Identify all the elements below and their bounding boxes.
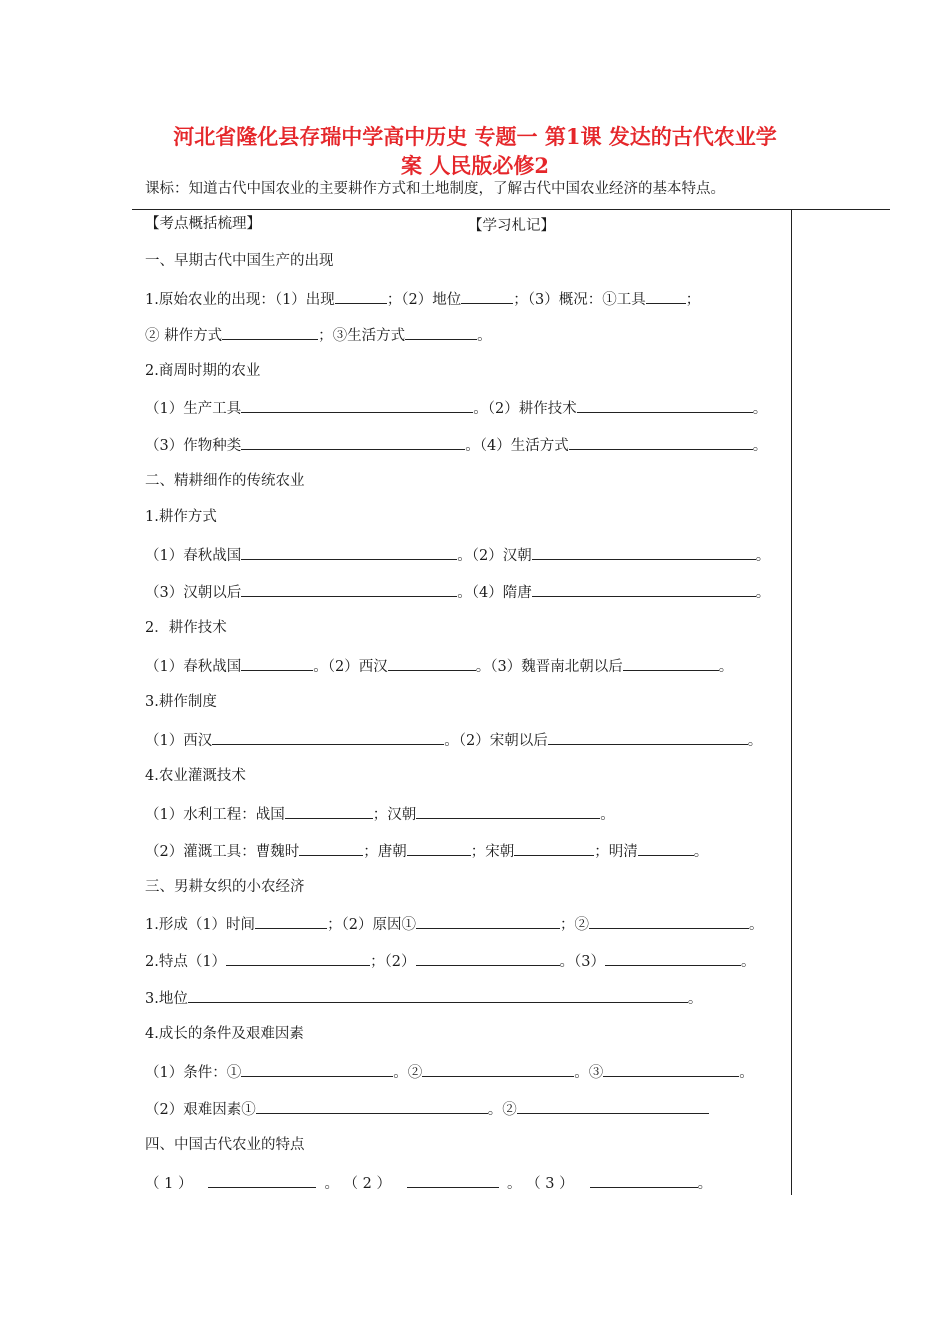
answer-blank[interactable] <box>255 913 327 929</box>
section-heading-4: 四、中国古代农业的特点 <box>145 1137 305 1153</box>
question-text: ；（2）原因① <box>327 917 417 933</box>
answer-blank[interactable] <box>241 397 473 413</box>
subheading: 4.成长的条件及艰难因素 <box>145 1026 304 1042</box>
answer-blank[interactable] <box>422 1061 574 1077</box>
subheading: 3.耕作制度 <box>145 694 217 710</box>
subheading: 1.耕作方式 <box>145 509 217 525</box>
question-line <box>145 840 708 862</box>
question-line <box>145 1061 754 1083</box>
question-text: ；唐朝 <box>363 844 407 860</box>
answer-blank[interactable] <box>241 434 465 450</box>
question-text: ；（3）概况：①工具 <box>513 292 646 308</box>
question-text: 。（4）生活方式 <box>465 438 569 454</box>
question-text: 。② <box>393 1065 423 1081</box>
answer-blank[interactable] <box>548 729 748 745</box>
question-text: 。 <box>747 733 763 749</box>
question-text: （1）条件：① <box>145 1065 242 1081</box>
question-line <box>145 803 615 825</box>
question-text: ；（2）地位 <box>386 292 462 308</box>
question-line <box>145 950 756 972</box>
answer-blank[interactable] <box>646 288 686 304</box>
answer-blank[interactable] <box>416 913 560 929</box>
question-text: ；（2） <box>370 954 416 970</box>
question-text: 。（3）魏晋南北朝以后 <box>475 659 623 675</box>
question-text: 。（2）耕作技术 <box>473 401 577 417</box>
answer-blank[interactable] <box>461 288 513 304</box>
question-text: 。② <box>487 1102 517 1118</box>
subheading: 4.农业灌溉技术 <box>145 768 246 784</box>
answer-blank[interactable] <box>605 950 741 966</box>
question-text: 。 <box>477 328 492 344</box>
question-line <box>145 434 767 456</box>
answer-blank[interactable] <box>407 840 471 856</box>
question-text: 。 （ 2 ） <box>324 1176 392 1192</box>
question-text: （3）作物种类 <box>145 438 242 454</box>
question-text: 。③ <box>574 1065 604 1081</box>
answer-blank[interactable] <box>256 1098 488 1114</box>
question-text: 。 <box>739 1065 754 1081</box>
answer-blank[interactable] <box>514 840 594 856</box>
answer-blank[interactable] <box>335 288 387 304</box>
subheading: 2．耕作技术 <box>145 620 227 636</box>
section-heading-3: 三、男耕女织的小农经济 <box>145 879 305 895</box>
question-line <box>145 581 770 603</box>
answer-blank[interactable] <box>241 1061 393 1077</box>
question-line <box>145 397 767 419</box>
question-text: 。 <box>697 1176 713 1192</box>
question-text: 。 <box>687 991 703 1007</box>
question-line <box>145 987 702 1009</box>
question-text: 。 <box>752 438 768 454</box>
question-text: ；明清 <box>594 844 638 860</box>
question-text: 。 （ 3 ） <box>507 1176 574 1192</box>
answer-blank[interactable] <box>517 1098 709 1114</box>
answer-blank[interactable] <box>241 581 457 597</box>
answer-blank[interactable] <box>208 1172 316 1188</box>
question-text: 。 <box>718 659 734 675</box>
answer-blank[interactable] <box>285 803 373 819</box>
answer-blank[interactable] <box>241 544 457 560</box>
answer-blank[interactable] <box>222 324 318 340</box>
question-text: 。（2）宋朝以后 <box>444 733 548 749</box>
question-text: 2.特点（1） <box>145 954 227 970</box>
answer-blank[interactable] <box>569 434 753 450</box>
question-text: （1）水利工程：战国 <box>145 807 285 823</box>
answer-blank[interactable] <box>532 581 756 597</box>
answer-blank[interactable] <box>590 1172 698 1188</box>
section-heading-2: 二、精耕细作的传统农业 <box>145 473 305 489</box>
question-text: （2）艰难因素① <box>145 1102 256 1118</box>
question-text: 。 <box>741 954 756 970</box>
title-line-1: 河北省隆化县存瑞中学高中历史 专题一 第1课 发达的古代农业学 <box>173 124 777 149</box>
curriculum-standard: 课标：知道古代中国农业的主要耕作方式和土地制度，了解古代中国农业经济的基本特点。 <box>145 181 725 197</box>
answer-blank[interactable] <box>299 840 363 856</box>
question-text: 。（2）汉朝 <box>457 548 532 564</box>
document-title <box>120 122 830 180</box>
question-text: 。 <box>755 548 771 564</box>
question-text: 。 <box>600 807 615 823</box>
header-review: 【考点概括梳理】 <box>145 216 261 232</box>
question-text: 。 <box>693 844 709 860</box>
answer-blank[interactable] <box>623 655 719 671</box>
question-text: 。（2）西汉 <box>313 659 388 675</box>
notes-column-divider <box>791 209 792 1195</box>
question-text: ；② <box>560 917 590 933</box>
question-text: 3.地位 <box>145 991 188 1007</box>
question-text: ； <box>685 292 701 308</box>
question-text: ② 耕作方式 <box>145 328 223 344</box>
answer-blank[interactable] <box>407 1172 499 1188</box>
answer-blank[interactable] <box>388 655 476 671</box>
question-line <box>145 324 492 346</box>
question-text: （3）汉朝以后 <box>145 585 242 601</box>
subheading: 2.商周时期的农业 <box>145 363 261 379</box>
section-heading-1: 一、早期古代中国生产的出现 <box>145 253 334 269</box>
question-line <box>145 288 700 310</box>
answer-blank[interactable] <box>241 655 313 671</box>
question-text: 。 <box>755 585 771 601</box>
question-text: （1）春秋战国 <box>145 548 242 564</box>
question-text: 1.原始农业的出现：（1）出现 <box>145 292 335 308</box>
question-text: （ 1 ） <box>145 1176 193 1192</box>
question-text: 1.形成（1）时间 <box>145 917 256 933</box>
answer-blank[interactable] <box>577 397 753 413</box>
question-line <box>145 1098 709 1120</box>
title-line-2: 案 人民版必修2 <box>401 153 549 178</box>
question-line <box>145 544 770 566</box>
question-line <box>145 729 762 751</box>
answer-blank[interactable] <box>589 913 749 929</box>
question-text: 。（4）隋唐 <box>457 585 532 601</box>
question-text: ；宋朝 <box>470 844 515 860</box>
answer-blank[interactable] <box>188 987 688 1003</box>
question-text: （1）生产工具 <box>145 401 242 417</box>
answer-blank[interactable] <box>603 1061 739 1077</box>
answer-blank[interactable] <box>416 803 600 819</box>
header-notes: 【学习札记】 <box>468 218 555 234</box>
question-text: （2）灌溉工具：曹魏时 <box>145 844 300 860</box>
question-text: ；汉朝 <box>372 807 417 823</box>
answer-blank[interactable] <box>212 729 444 745</box>
question-text: （1）西汉 <box>145 733 213 749</box>
top-divider <box>132 209 890 210</box>
question-text: ；③生活方式 <box>318 328 406 344</box>
answer-blank[interactable] <box>532 544 756 560</box>
question-text: 。 <box>749 917 764 933</box>
question-text: （1）春秋战国 <box>145 659 242 675</box>
question-line <box>145 1172 712 1194</box>
question-text: 。（3） <box>559 954 606 970</box>
answer-blank[interactable] <box>638 840 694 856</box>
question-text: 。 <box>752 401 768 417</box>
question-line <box>145 655 733 677</box>
answer-blank[interactable] <box>416 950 560 966</box>
question-line <box>145 913 764 935</box>
answer-blank[interactable] <box>226 950 370 966</box>
answer-blank[interactable] <box>405 324 477 340</box>
